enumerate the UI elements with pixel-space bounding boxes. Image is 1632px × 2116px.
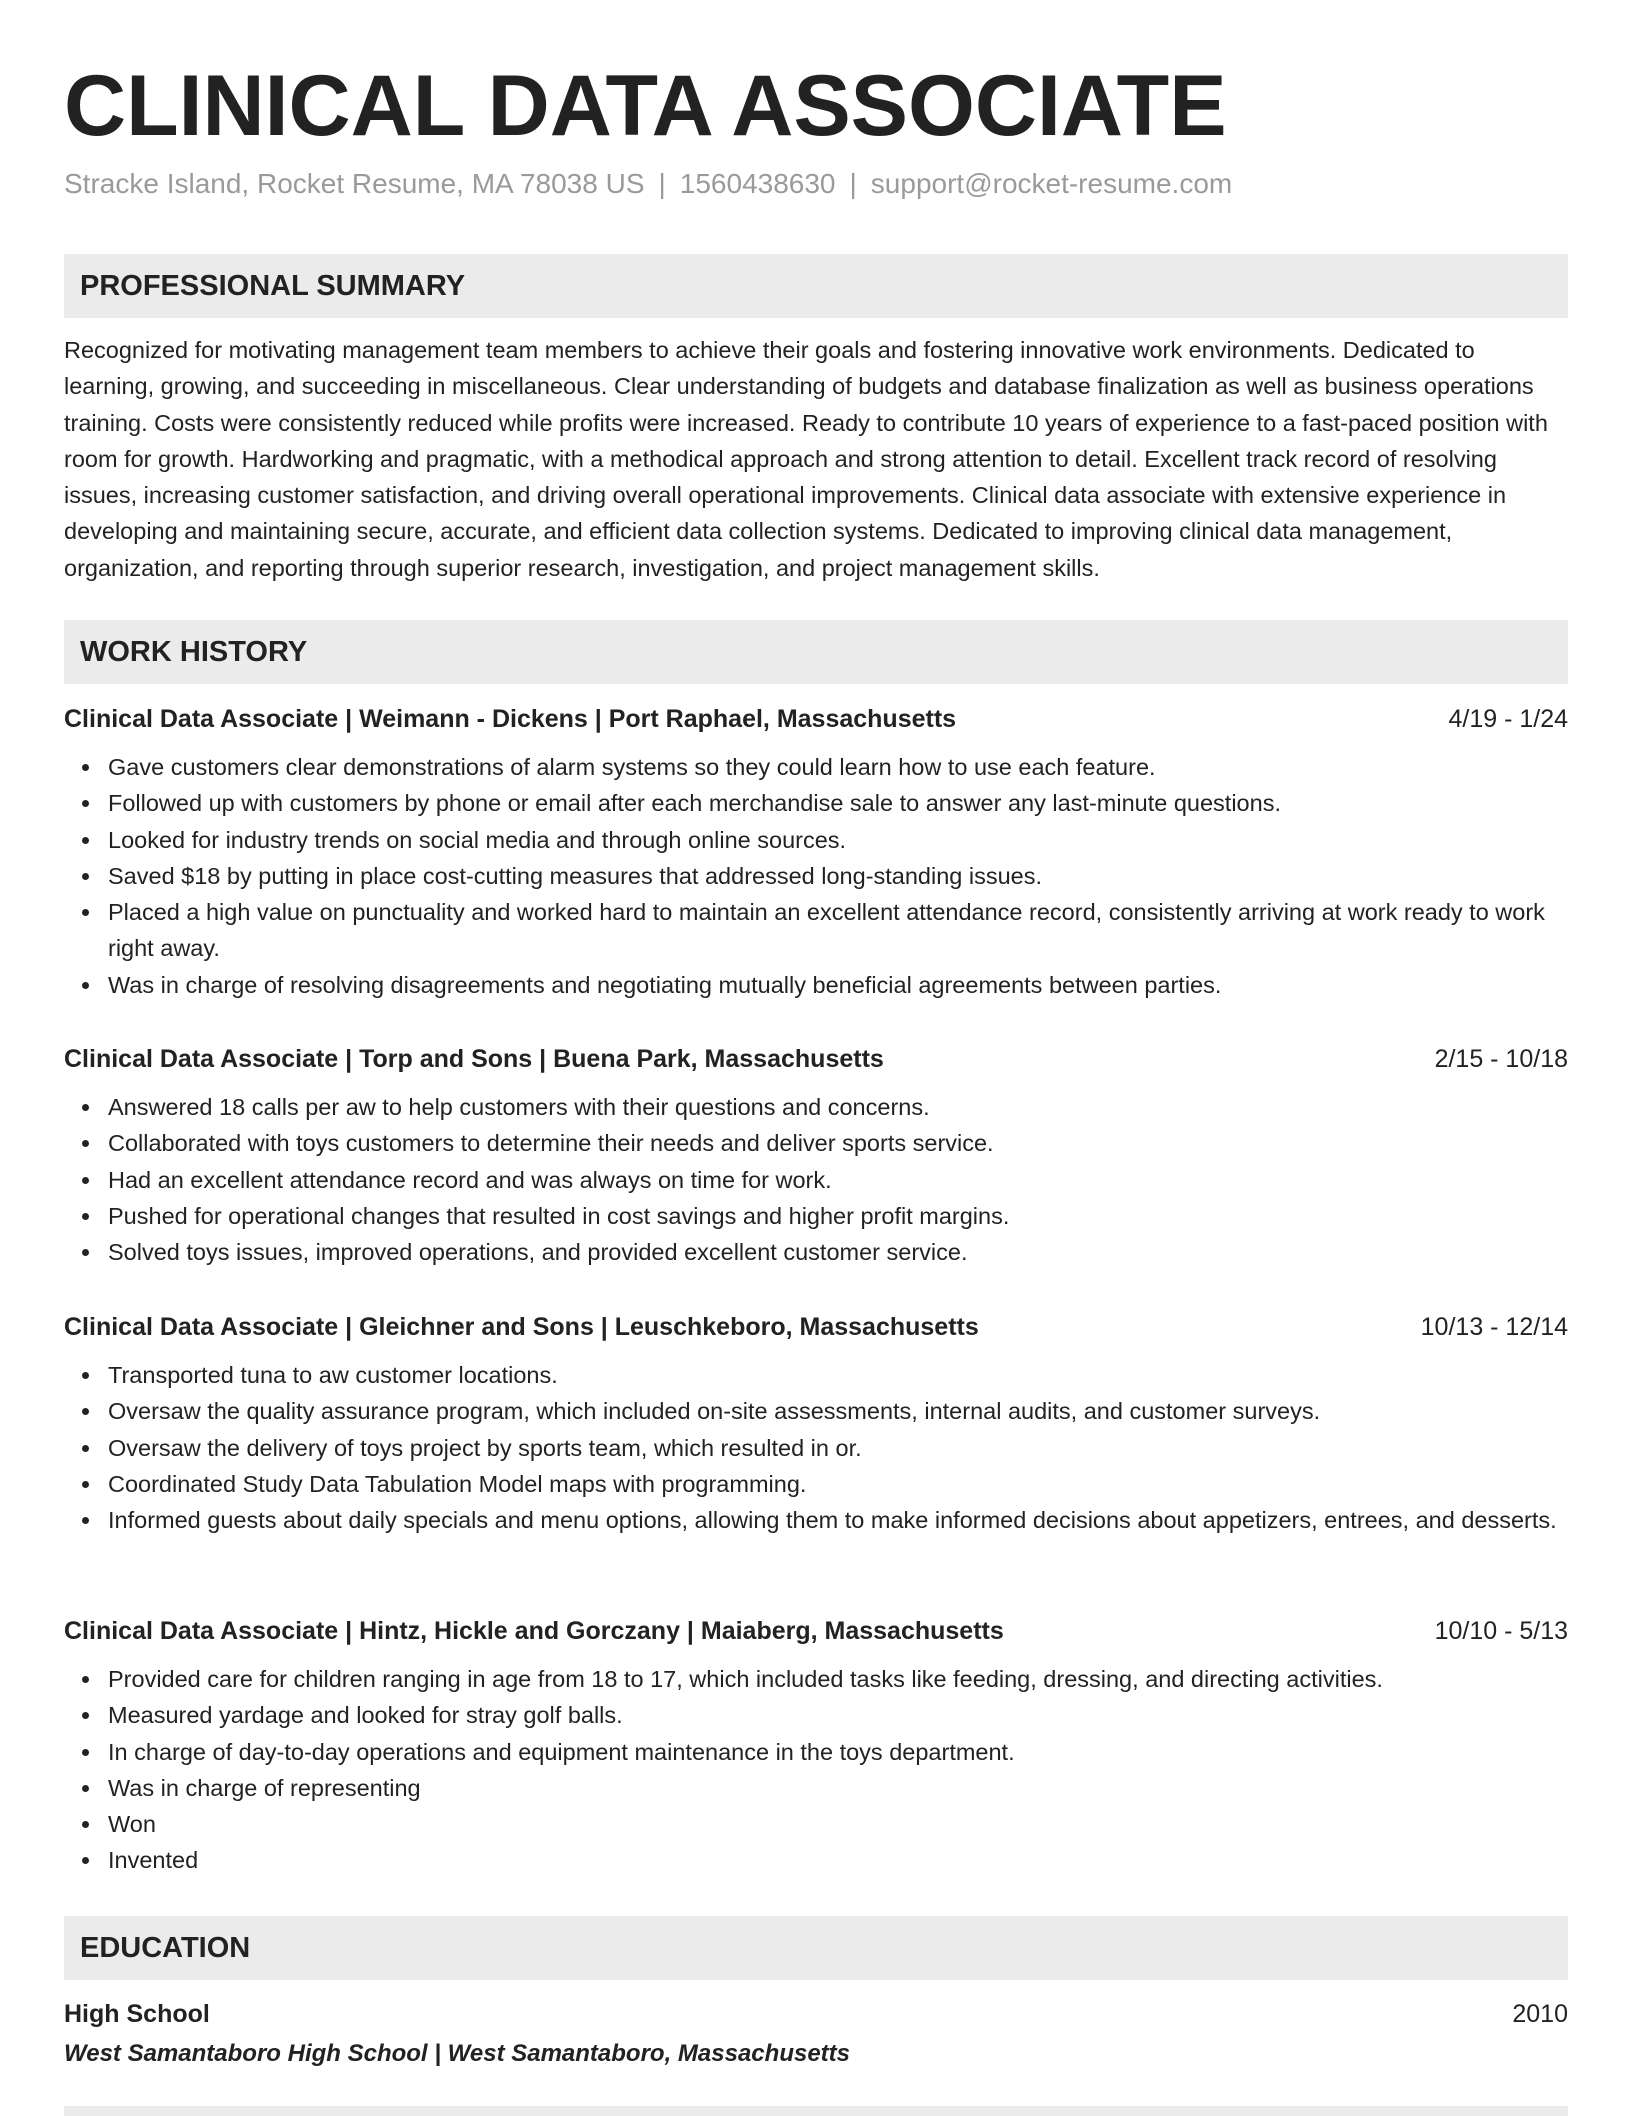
job-bullets xyxy=(64,1661,1568,1879)
work-section-header xyxy=(64,620,1568,684)
job-dates: 10/13 - 12/14 xyxy=(1420,1313,1568,1341)
summary-section-header xyxy=(64,254,1568,318)
education-entry xyxy=(64,1994,1568,2074)
job-bullet: Answered 18 calls per aw to help customers with their questions and concerns. xyxy=(64,1089,1568,1125)
job-bullet: Invented xyxy=(64,1842,1568,1878)
summary-section-title: PROFESSIONAL SUMMARY xyxy=(80,270,466,302)
resume-name-title: CLINICAL DATA ASSOCIATE xyxy=(64,58,1227,154)
summary-paragraph: Recognized for motivating management team members to achieve their goals and fostering innovative work environments. Dedicated to learning, growing, and succeeding in miscellaneous. Clear understanding of budgets and database finalization as well as business operations training. Costs were consistently reduced while profits were increased. Ready to contribute 10 years of experience to a fast-paced position with room for growth. Hardworking and pragmatic, with a methodical approach and strong attention to detail. Excellent track record of resolving issues, increasing customer satisfaction, and driving overall operational improvements. Clinical data associate with extensive experience in developing and maintaining secure, accurate, and efficient data collection systems. Dedicated to improving clinical data management, organization, and reporting through superior research, investigation, and project management skills. xyxy=(64,337,1548,581)
job-bullet: Coordinated Study Data Tabulation Model maps with programming. xyxy=(64,1466,1568,1502)
education-year: 2010 xyxy=(1512,2000,1568,2028)
job-bullet: Measured yardage and looked for stray golf balls. xyxy=(64,1697,1568,1733)
job-bullet: Transported tuna to aw customer locations. xyxy=(64,1357,1568,1393)
job-header xyxy=(64,1039,1568,1079)
job-title: Clinical Data Associate | Gleichner and Sons | Leuschkeboro, Massachusetts xyxy=(64,1313,979,1341)
job-bullet: Looked for industry trends on social media and through online sources. xyxy=(64,822,1568,858)
education-section-header xyxy=(64,1916,1568,1980)
address-text: Stracke Island, Rocket Resume, MA 78038 US xyxy=(64,168,645,199)
job-bullet: Oversaw the delivery of toys project by sports team, which resulted in or. xyxy=(64,1430,1568,1466)
contact-separator: | xyxy=(849,168,857,199)
email-link[interactable]: support@rocket-resume.com xyxy=(870,168,1233,199)
job-entry xyxy=(64,1039,1568,1270)
job-bullet: Informed guests about daily specials and menu options, allowing them to make informed decisions about appetizers, entrees, and desserts. xyxy=(64,1502,1568,1538)
job-bullet: Was in charge of representing xyxy=(64,1770,1568,1806)
job-bullet: Had an excellent attendance record and was always on time for work. xyxy=(64,1162,1568,1198)
education-degree: High School xyxy=(64,2000,210,2028)
job-entry xyxy=(64,699,1568,1003)
contact-separator: | xyxy=(658,168,666,199)
job-bullets xyxy=(64,749,1568,1003)
job-title: Clinical Data Associate | Hintz, Hickle and Gorczany | Maiaberg, Massachusetts xyxy=(64,1617,1004,1645)
education-header xyxy=(64,1994,1568,2034)
job-title: Clinical Data Associate | Weimann - Dickens | Port Raphael, Massachusetts xyxy=(64,705,957,733)
phone-text: 1560438630 xyxy=(679,168,836,199)
job-entry xyxy=(64,1307,1568,1538)
job-bullet: Saved $18 by putting in place cost-cutting measures that addressed long-standing issues. xyxy=(64,858,1568,894)
job-bullet: In charge of day-to-day operations and equipment maintenance in the toys department. xyxy=(64,1734,1568,1770)
job-bullet: Provided care for children ranging in age from 18 to 17, which included tasks like feeding, dressing, and directing activities. xyxy=(64,1661,1568,1697)
job-bullet: Oversaw the quality assurance program, which included on-site assessments, internal audits, and customer surveys. xyxy=(64,1393,1568,1429)
job-entry xyxy=(64,1611,1568,1879)
job-title: Clinical Data Associate | Torp and Sons | Buena Park, Massachusetts xyxy=(64,1045,884,1073)
education-section-title: EDUCATION xyxy=(80,1932,251,1964)
job-bullets xyxy=(64,1089,1568,1270)
job-bullet: Collaborated with toys customers to determine their needs and deliver sports service. xyxy=(64,1125,1568,1161)
next-section-header-edge xyxy=(64,2106,1568,2116)
job-dates: 10/10 - 5/13 xyxy=(1434,1617,1568,1645)
job-header xyxy=(64,1307,1568,1347)
job-bullet: Pushed for operational changes that resulted in cost savings and higher profit margins. xyxy=(64,1198,1568,1234)
job-bullet: Solved toys issues, improved operations, and provided excellent customer service. xyxy=(64,1234,1568,1270)
contact-line xyxy=(64,164,1232,204)
education-school: West Samantaboro High School | West Samantaboro, Massachusetts xyxy=(64,2040,850,2067)
job-bullet: Gave customers clear demonstrations of alarm systems so they could learn how to use each feature. xyxy=(64,749,1568,785)
job-bullet: Placed a high value on punctuality and worked hard to maintain an excellent attendance record, consistently arriving at work ready to work right away. xyxy=(64,894,1568,967)
job-bullets xyxy=(64,1357,1568,1538)
job-bullet: Followed up with customers by phone or email after each merchandise sale to answer any last-minute questions. xyxy=(64,785,1568,821)
job-header xyxy=(64,1611,1568,1651)
job-bullet: Won xyxy=(64,1806,1568,1842)
job-dates: 2/15 - 10/18 xyxy=(1434,1045,1568,1073)
job-header xyxy=(64,699,1568,739)
job-dates: 4/19 - 1/24 xyxy=(1448,705,1568,733)
work-section-title: WORK HISTORY xyxy=(80,636,308,668)
job-bullet: Was in charge of resolving disagreements and negotiating mutually beneficial agreements between parties. xyxy=(64,967,1568,1003)
